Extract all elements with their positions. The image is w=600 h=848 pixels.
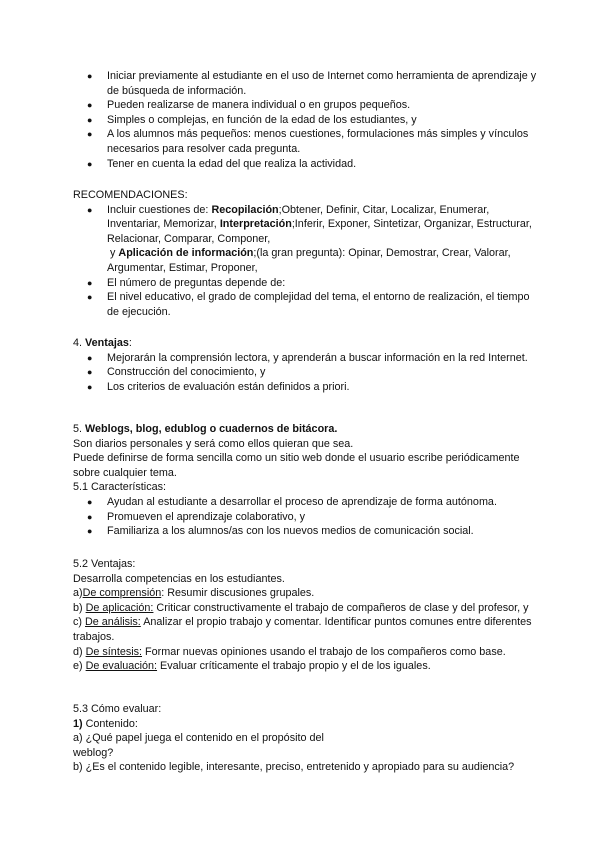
weblogs-paragraph-1: Son diarios personales y será como ellos quieran que sea. (73, 437, 354, 450)
recommendations-list (73, 203, 543, 320)
bullet-icon: ● (87, 71, 93, 81)
list-item: ● Pueden realizarse de manera individual o en grupos pequeños. (87, 99, 411, 112)
weblogs-paragraph-2: Puede definirse de forma sencilla como un sitio web donde el usuario escribe periódicamente sobre cualquier tema. (73, 452, 520, 479)
content-heading: 1) Contenido: (73, 717, 138, 730)
competency-b: b) De aplicación: Criticar constructivamente el trabajo de compañeros de clase y del profesor, y (73, 601, 529, 614)
bullet-icon: ● (87, 381, 93, 392)
competency-a: a)De comprensión: Resumir discusiones grupales. (73, 587, 315, 600)
competency-e: e) De evaluación: Evaluar críticamente el trabajo propio y el de los iguales. (73, 660, 431, 673)
competency-d: d) De síntesis: Formar nuevas opiniones usando el trabajo de los compañeros como base. (73, 645, 506, 658)
bullet-icon: ● (87, 114, 93, 125)
question-a: a) ¿Qué papel juega el contenido en el propósito del weblog? (73, 732, 324, 759)
bullet-icon: ● (87, 158, 93, 169)
bullet-icon: ● (87, 352, 93, 363)
intro-bullet-list (73, 69, 543, 171)
evaluation-section (73, 702, 553, 775)
advantages-list (73, 351, 543, 395)
recommendations-heading: RECOMENDACIONES: (73, 189, 188, 201)
advantages-52-intro: Desarrolla competencias en los estudiantes. (73, 572, 285, 585)
question-b: b) ¿Es el contenido legible, interesante, preciso, entretenido y apropiado para su audiencia? (73, 761, 515, 774)
advantages-52-heading: 5.2 Ventajas: (73, 558, 136, 570)
list-item: ● Los criterios de evaluación están definidos a priori. (87, 380, 350, 393)
bullet-icon: ● (87, 496, 93, 507)
advantages-section (73, 336, 543, 394)
list-item: ● El número de preguntas depende de: (87, 276, 286, 289)
list-item: ● Tener en cuenta la edad del que realiza la actividad. (87, 157, 357, 170)
bullet-icon: ● (87, 100, 93, 111)
list-item: ● El nivel educativo, el grado de complejidad del tema, el entorno de realización, el tiempo de ejecución. (87, 291, 530, 318)
characteristics-heading: 5.1 Características: (73, 481, 167, 494)
list-item: ● Construcción del conocimiento, y (87, 366, 266, 379)
intro-list-block (73, 69, 543, 171)
list-item: ● Ayudan al estudiante a desarrollar el proceso de aprendizaje de forma autónoma. (87, 495, 497, 508)
weblogs-heading: 5. Weblogs, blog, edublog o cuadernos de bitácora. (73, 423, 338, 435)
recommendations-section (73, 188, 543, 319)
list-item: ● Iniciar previamente al estudiante en el uso de Internet como herramienta de aprendizaje y de búsqueda de información. (87, 70, 537, 97)
list-item: ● Familiariza a los alumnos/as con los nuevos medios de comunicación social. (87, 525, 474, 538)
bullet-icon: ● (87, 277, 93, 288)
advantages-52-section (73, 557, 543, 674)
bullet-icon: ● (87, 204, 93, 215)
bullet-icon: ● (87, 511, 93, 522)
competency-c: c) De análisis: Analizar el propio trabajo y comentar. Identificar puntos comunes entre diferentes trabajos. (73, 616, 532, 643)
characteristics-list (73, 495, 543, 539)
list-item: ● A los alumnos más pequeños: menos cuestiones, formulaciones más simples y vínculos necesarios para resolver cada pregunta. (87, 128, 529, 155)
list-item: ● Promueven el aprendizaje colaborativo, y (87, 510, 306, 523)
list-item: ● Simples o complejas, en función de la edad de los estudiantes, y (87, 113, 417, 126)
bullet-icon: ● (87, 292, 93, 303)
list-item: ● Incluir cuestiones de: Recopilación;Obtener, Definir, Citar, Localizar, Enumerar, Inventariar, Memorizar, Interpretación;Inferir, Exponer, Sintetizar, Organizar, Estructurar, Relacionar, Comparar, Componer, y Aplicación de información;(la gran pregunta): Opinar, Demostrar, Crear, Valorar, Argumentar, Estimar, Proponer, (87, 203, 532, 274)
weblogs-section (73, 422, 543, 539)
advantages-heading: 4. Ventajas: (73, 337, 132, 349)
bullet-icon: ● (87, 526, 93, 537)
list-item: ● Mejorarán la comprensión lectora, y aprenderán a buscar información en la red Internet. (87, 351, 528, 364)
bullet-icon: ● (87, 367, 93, 378)
evaluation-heading: 5.3 Cómo evaluar: (73, 703, 162, 715)
bullet-icon: ● (87, 129, 93, 140)
